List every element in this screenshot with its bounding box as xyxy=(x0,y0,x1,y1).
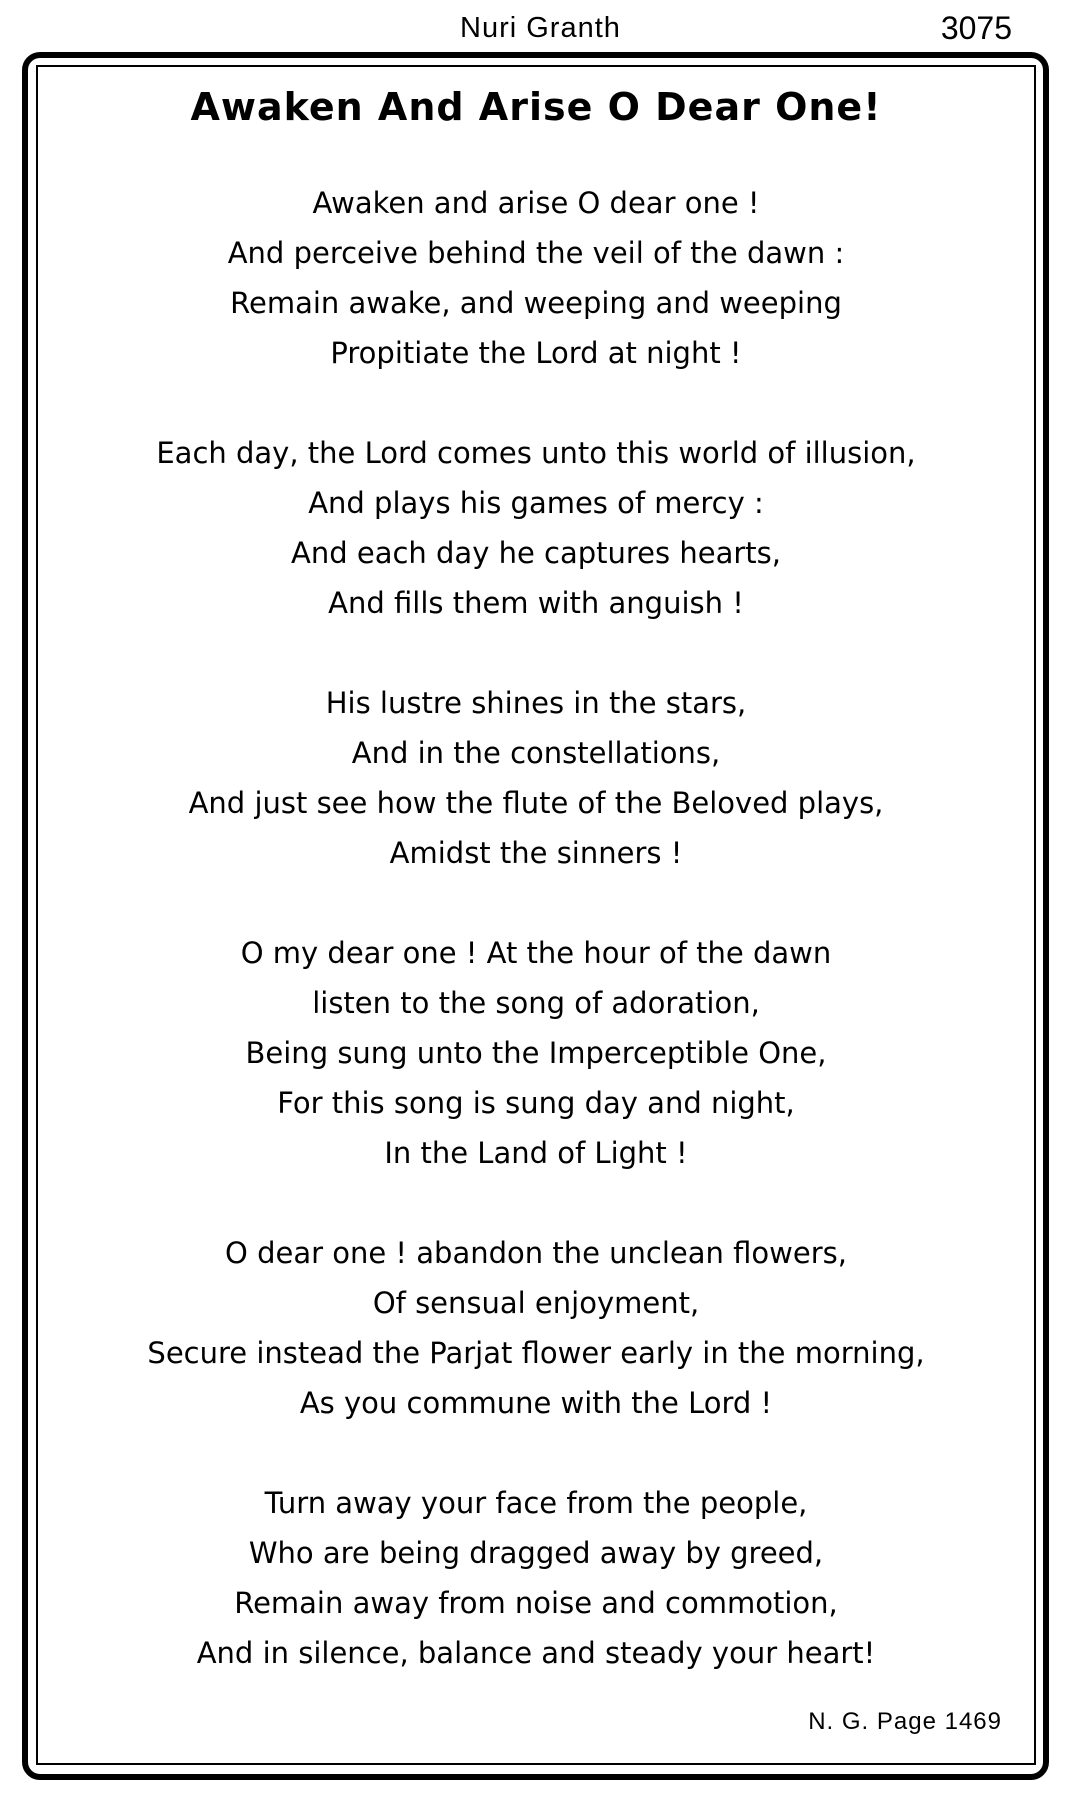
poem-title: Awaken And Arise O Dear One! xyxy=(190,85,882,129)
poem-line: listen to the song of adoration, xyxy=(312,986,760,1020)
poem-line: As you commune with the Lord ! xyxy=(299,1386,773,1420)
poem-line: And fills them with anguish ! xyxy=(328,586,744,620)
poem-line: In the Land of Light ! xyxy=(384,1136,688,1170)
poem-line: And perceive behind the veil of the dawn : xyxy=(227,236,845,270)
poem-line: Remain awake, and weeping and weeping xyxy=(230,286,842,320)
poem-line: Remain away from noise and commotion, xyxy=(234,1586,838,1620)
poem-line: Of sensual enjoyment, xyxy=(372,1286,700,1320)
stanza-4 xyxy=(36,928,1036,1178)
stanza-3 xyxy=(36,678,1036,878)
poem-line: Propitiate the Lord at night ! xyxy=(330,336,742,370)
poem-line: Turn away your face from the people, xyxy=(264,1486,808,1520)
poem-line: His lustre shines in the stars, xyxy=(325,686,747,720)
poem-line: O my dear one ! At the hour of the dawn xyxy=(240,936,832,970)
poem-line: And plays his games of mercy : xyxy=(308,486,764,520)
poem-line: Being sung unto the Imperceptible One, xyxy=(245,1036,827,1070)
stanza-6 xyxy=(36,1478,1036,1678)
poem-line: O dear one ! abandon the unclean flowers, xyxy=(225,1236,847,1270)
stanza-5 xyxy=(36,1228,1036,1428)
poem-line: Each day, the Lord comes unto this world of illusion, xyxy=(156,436,916,470)
book-name: Nuri Granth xyxy=(460,12,621,44)
poem-line: For this song is sung day and night, xyxy=(277,1086,795,1120)
poem-line: And each day he captures hearts, xyxy=(291,536,781,570)
page-number: 3075 xyxy=(940,10,1012,46)
stanza-1 xyxy=(36,178,1036,378)
poem-line: And in the constellations, xyxy=(351,736,721,770)
poem-line: Amidst the sinners ! xyxy=(389,836,683,870)
stanza-2 xyxy=(36,428,1036,628)
running-header xyxy=(0,8,1080,48)
page-reference: N. G. Page 1469 xyxy=(808,1708,1002,1735)
poem-line: Who are being dragged away by greed, xyxy=(248,1536,824,1570)
poem-line: Secure instead the Parjat flower early in the morning, xyxy=(147,1336,925,1370)
poem-body xyxy=(36,178,1036,1678)
poem-line: And in silence, balance and steady your heart! xyxy=(196,1636,876,1670)
poem-line: Awaken and arise O dear one ! xyxy=(312,186,760,220)
poem-line: And just see how the flute of the Beloved plays, xyxy=(188,786,884,820)
